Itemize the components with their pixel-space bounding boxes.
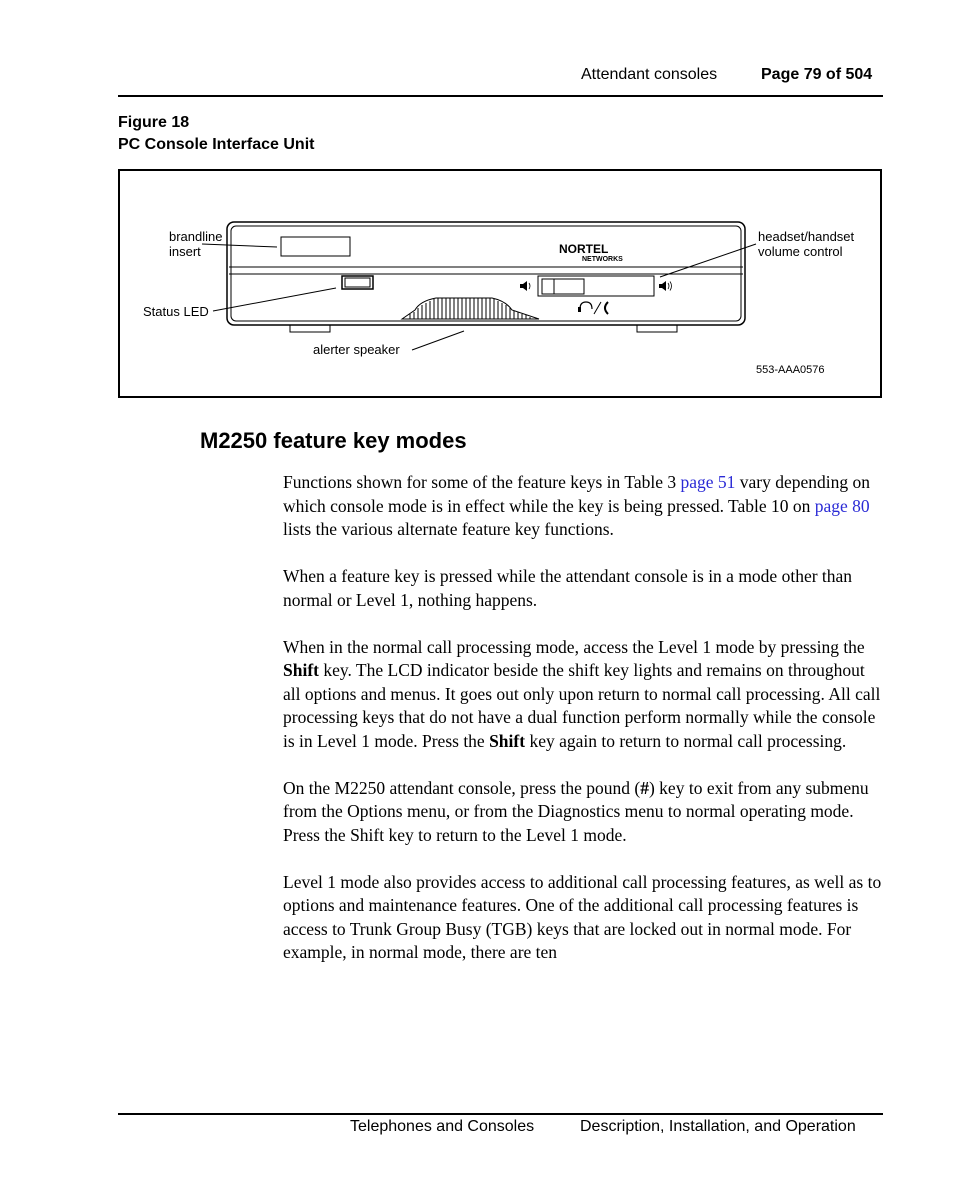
pound-key-bold: # — [640, 777, 649, 798]
networks-logo-text: NETWORKS — [582, 256, 623, 263]
alerter-speaker-grille — [402, 298, 539, 319]
text-span: key again to return to normal call processing. — [525, 730, 847, 751]
text-span: Functions shown for some of the feature keys in Table 3 — [283, 472, 681, 492]
running-header-page-number: Page 79 of 504 — [761, 66, 873, 83]
section-heading: M2250 feature key modes — [200, 428, 467, 453]
text-span: On the M2250 attendant console, press the pound ( — [283, 777, 641, 798]
text-span: When in the normal call processing mode, access the Level 1 mode by pressing the — [283, 636, 865, 657]
headset-handset-icon — [578, 302, 608, 314]
headset-label-line2: volume control — [758, 244, 843, 259]
figure-title: PC Console Interface Unit — [118, 136, 315, 153]
footer-left: Telephones and Consoles — [350, 1118, 535, 1135]
figure-number: Figure 18 — [118, 114, 190, 131]
page-51-link[interactable]: page 51 — [680, 472, 736, 492]
paragraph-5: Level 1 mode also provides access to additional call processing features, as well as to options and maintenance features. One of the additional call processing features is access to Trunk Group Busy (TGB) keys that are locked out in normal mode. For example, in normal mode, there are ten — [283, 871, 882, 962]
headset-label-line1: headset/handset — [758, 229, 855, 244]
figure-frame — [118, 169, 882, 398]
text-span: ) key to exit from any submenu from the Options menu, or from the Diagnostics menu to normal operating mode. Press the Shift key to return to the Level 1 mode. — [283, 777, 869, 845]
running-header-section: Attendant consoles — [581, 66, 718, 83]
page-80-link[interactable]: page 80 — [814, 495, 870, 516]
shift-key-bold: Shift — [283, 660, 319, 680]
figure-code: 553-AAA0576 — [756, 364, 825, 376]
text-span: key. The LCD indicator beside the shift key lights and remains on throughout all options and menus. It goes out only upon return to normal call processing. All call processing keys that do not have a dual function perform normally while the console is in Level 1 mode. Press the — [283, 660, 881, 751]
footer-right: Description, Installation, and Operation — [580, 1118, 856, 1135]
text-span: lists the various alternate feature key functions. — [283, 519, 614, 539]
volume-low-icon — [520, 281, 530, 291]
header-rule — [118, 95, 883, 97]
nortel-logo-text: NORTEL — [559, 242, 609, 256]
volume-high-icon — [659, 281, 672, 291]
body-text — [283, 471, 883, 988]
shift-key-bold: Shift — [489, 730, 526, 751]
footer-rule — [118, 1113, 883, 1115]
brandline-label-line2: insert — [169, 244, 201, 259]
text-span: vary depending on which console mode is in effect while the key is being pressed. Table 10 on — [283, 472, 871, 516]
brandline-label-line1: brandline — [169, 229, 223, 244]
paragraph-4 — [283, 777, 883, 848]
paragraph-1 — [283, 471, 883, 542]
status-led-label: Status LED — [143, 304, 209, 319]
paragraph-3 — [283, 636, 883, 754]
alerter-speaker-label: alerter speaker — [313, 342, 400, 357]
paragraph-2: When a feature key is pressed while the attendant console is in a mode other than normal or Level 1, nothing happens. — [283, 566, 853, 610]
